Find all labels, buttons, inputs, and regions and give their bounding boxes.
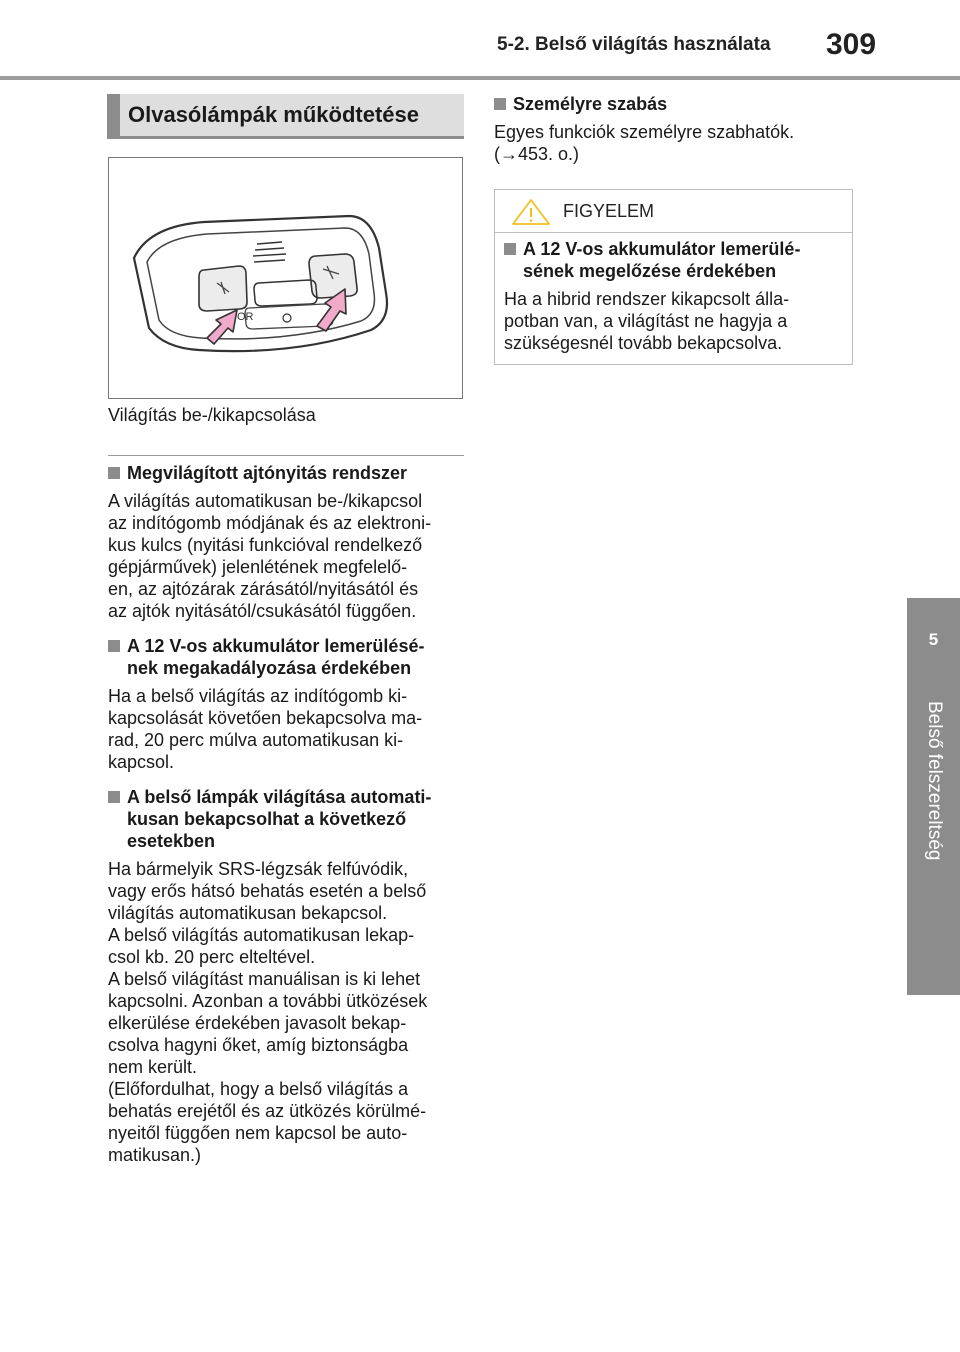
- paragraph: A világítás automatikusan be-/kikapcsol az indítógomb módjának és az elektroni- kus kulcs (nyitási funkcióval rendelkező gépjárművek) jelenlétének megfelelő- en, az ajtózárak zárásától/nyitásától és az ajtók nyitásától/csukásától függően.: [108, 491, 432, 621]
- subheading: Személyre szabás: [494, 93, 854, 115]
- left-column: [108, 462, 468, 1179]
- warning-header: [495, 190, 852, 233]
- paragraph: Ha bármelyik SRS-légzsák felfúvódik, vagy erős hátsó behatás esetén a belső világítás automatikusan bekapcsol. A belső világítás automatikusan lekap- csol kb. 20 perc elteltével. A belső világítást manuálisan is ki lehet kapcsolni. Azonban a további ütközések elkerülése érdekében javasolt bekap- csolva hagyni őket, amíg biztonságba nem került. (Előfordulhat, hogy a belső világítás a behatás erejétől és az ütközés körülmé- nyeitől függően nem kapcsol be auto- matikusan.): [108, 859, 428, 1165]
- subheading: Megvilágított ajtónyitás rendszer: [108, 462, 468, 484]
- heading-accent-bar: [107, 94, 120, 139]
- chapter-tab-number: [907, 598, 960, 683]
- bullet-square-icon: [108, 467, 120, 479]
- door-label: OR: [237, 311, 254, 323]
- warning-text: Ha a hibrid rendszer kikapcsolt álla- potban van, a világítást ne hagyja a szükségesnél tovább bekapcsolva.: [504, 289, 790, 353]
- warning-triangle-icon: [511, 198, 551, 226]
- section-heading-box: [107, 94, 464, 139]
- paragraph: Ha a belső világítás az indítógomb ki- kapcsolását követően bekapcsolva ma- rad, 20 perc múlva automatikusan ki- kapcsol.: [108, 686, 423, 772]
- bullet-square-icon: [108, 640, 120, 652]
- bullet-square-icon: [504, 243, 516, 255]
- page-number: 309: [826, 28, 877, 61]
- section-heading: Olvasólámpák működtetése: [128, 102, 420, 127]
- warning-label: FIGYELEM: [563, 201, 655, 221]
- reading-lamp-illustration: [109, 158, 462, 398]
- warning-box: [494, 189, 853, 365]
- bullet-square-icon: [108, 791, 120, 803]
- header-rule: [0, 76, 960, 80]
- paragraph: Egyes funkciók személyre szabhatók. (→453. o.): [494, 122, 795, 164]
- figure-caption: Világítás be-/kikapcsolása: [108, 405, 316, 425]
- chapter-tab-title: [907, 683, 960, 995]
- subheading: A 12 V-os akkumulátor lemerülésé- nek megakadályozása érdekében: [108, 635, 468, 679]
- reading-lamp-figure: [108, 157, 463, 399]
- chapter-title: Belső felszereltség: [924, 701, 945, 861]
- chapter-number: 5: [928, 630, 939, 649]
- warning-subheading: A 12 V-os akkumulátor lemerülé- sének megelőzése érdekében: [504, 238, 844, 282]
- bullet-square-icon: [494, 98, 506, 110]
- warning-body: [504, 238, 844, 367]
- subheading: A belső lámpák világítása automati- kusan bekapcsolhat a következő esetekben: [108, 786, 468, 852]
- header-section-title: 5-2. Belső világítás használata: [497, 34, 771, 55]
- right-column: [494, 93, 854, 178]
- caption-rule: [108, 455, 464, 456]
